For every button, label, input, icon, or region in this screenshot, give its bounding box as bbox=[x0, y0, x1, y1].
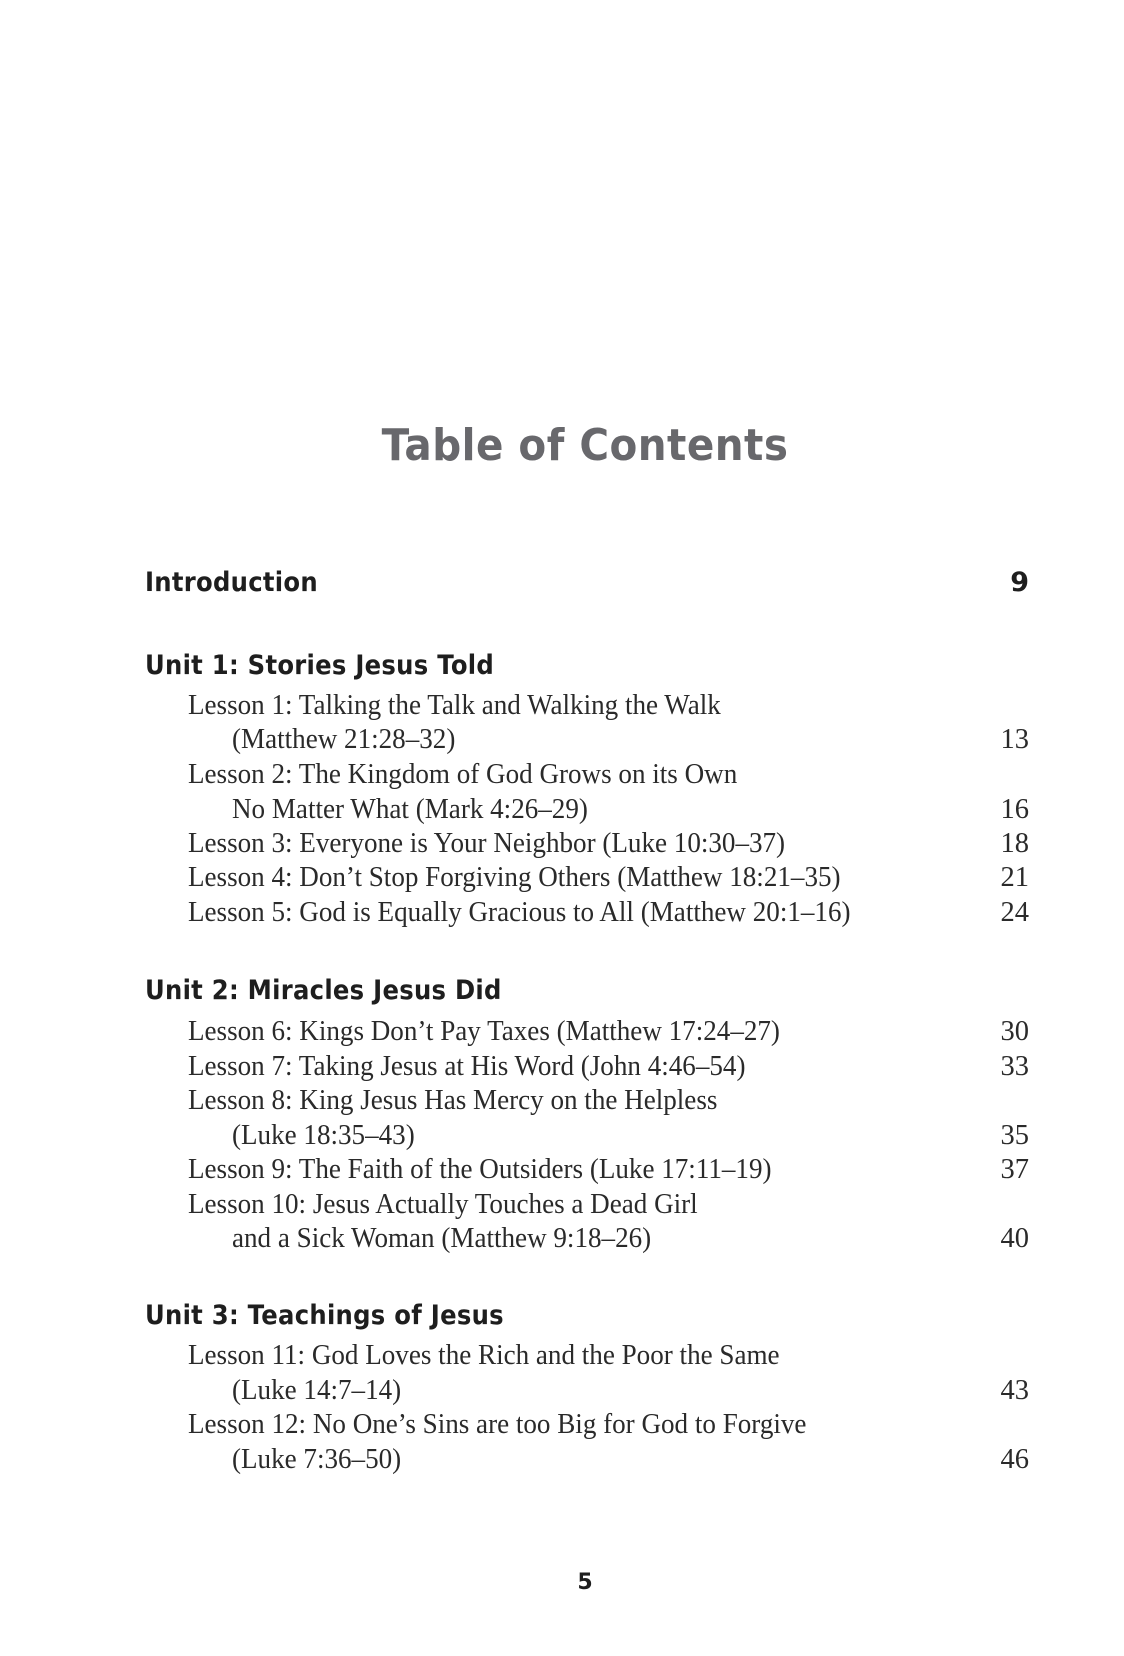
lesson-4-title: Lesson 4: Don’t Stop Forgiving Others (Matthew 18:21–35) bbox=[188, 862, 841, 893]
lesson-9-title: Lesson 9: The Faith of the Outsiders (Luke 17:11–19) bbox=[188, 1154, 772, 1185]
lesson-1-title: Lesson 1: Talking the Talk and Walking the Walk bbox=[188, 690, 721, 721]
lesson-5-page: 24 bbox=[1000, 897, 1029, 928]
lesson-2-page: 16 bbox=[1000, 794, 1029, 825]
lesson-7-title: Lesson 7: Taking Jesus at His Word (John 4:46–54) bbox=[188, 1051, 746, 1082]
unit-3-heading: Unit 3: Teachings of Jesus bbox=[145, 1300, 504, 1331]
lesson-12-page: 46 bbox=[1000, 1444, 1029, 1475]
lesson-3-title: Lesson 3: Everyone is Your Neighbor (Luke 10:30–37) bbox=[188, 828, 786, 859]
lesson-11-title: Lesson 11: God Loves the Rich and the Poor the Same bbox=[188, 1340, 780, 1371]
unit-heading-3[interactable] bbox=[145, 1300, 1029, 1334]
toc-entry-introduction[interactable] bbox=[145, 567, 1029, 601]
lesson-9-page: 37 bbox=[1000, 1154, 1029, 1185]
page-title: Table of Contents bbox=[381, 420, 789, 471]
lesson-8-reference: (Luke 18:35–43) bbox=[232, 1120, 415, 1151]
introduction-label: Introduction bbox=[145, 567, 318, 598]
lesson-6-page: 30 bbox=[1000, 1016, 1029, 1047]
lesson-5-title: Lesson 5: God is Equally Gracious to All (Matthew 20:1–16) bbox=[188, 897, 851, 928]
lesson-2-title: Lesson 2: The Kingdom of God Grows on its Own bbox=[188, 759, 738, 790]
lesson-11-reference: (Luke 14:7–14) bbox=[232, 1375, 402, 1406]
lesson-12-title: Lesson 12: No One’s Sins are too Big for God to Forgive bbox=[188, 1409, 807, 1440]
lesson-2-reference: No Matter What (Mark 4:26–29) bbox=[232, 794, 588, 825]
unit-heading-1[interactable] bbox=[145, 650, 1029, 684]
unit-heading-2[interactable] bbox=[145, 975, 1029, 1009]
page-number: 5 bbox=[577, 1570, 593, 1595]
lesson-7-page: 33 bbox=[1000, 1051, 1029, 1082]
lesson-1-page: 13 bbox=[1000, 724, 1029, 755]
lesson-8-page: 35 bbox=[1000, 1120, 1029, 1151]
introduction-page: 9 bbox=[1010, 567, 1029, 598]
unit-1-heading: Unit 1: Stories Jesus Told bbox=[145, 650, 495, 681]
unit-2-heading: Unit 2: Miracles Jesus Did bbox=[145, 975, 502, 1006]
lesson-10-title: Lesson 10: Jesus Actually Touches a Dead Girl bbox=[188, 1189, 698, 1220]
lesson-8-title: Lesson 8: King Jesus Has Mercy on the Helpless bbox=[188, 1085, 718, 1116]
lesson-3-page: 18 bbox=[1000, 828, 1029, 859]
lesson-4-page: 21 bbox=[1000, 862, 1029, 893]
lesson-6-title: Lesson 6: Kings Don’t Pay Taxes (Matthew 17:24–27) bbox=[188, 1016, 780, 1047]
lesson-11-page: 43 bbox=[1000, 1375, 1029, 1406]
lesson-12-reference: (Luke 7:36–50) bbox=[232, 1444, 402, 1475]
lesson-10-page: 40 bbox=[1000, 1223, 1029, 1254]
lesson-1-reference: (Matthew 21:28–32) bbox=[232, 724, 456, 755]
lesson-10-reference: and a Sick Woman (Matthew 9:18–26) bbox=[232, 1223, 652, 1254]
